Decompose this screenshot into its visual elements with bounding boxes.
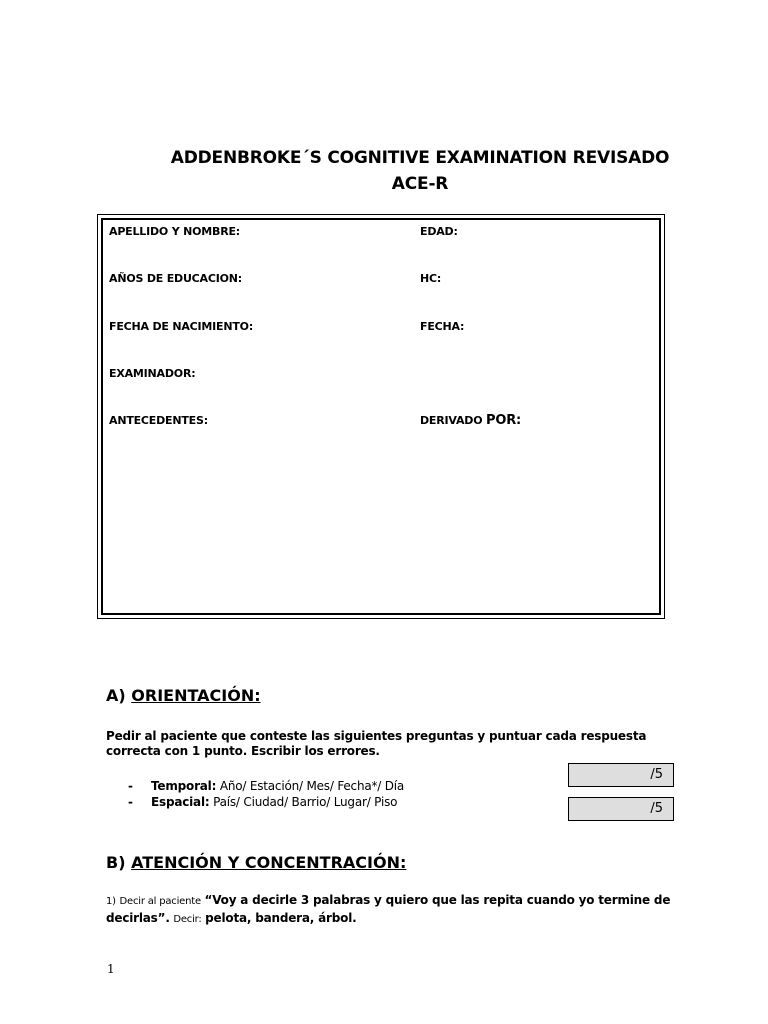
section-a-prefix: A) xyxy=(106,686,126,705)
score-box-temporal[interactable]: /5 xyxy=(568,763,674,787)
field-edad: EDAD: xyxy=(420,225,458,238)
field-apellido-nombre: APELLIDO Y NOMBRE: xyxy=(109,225,240,238)
temporal-text: Año/ Estación/ Mes/ Fecha*/ Día xyxy=(219,779,405,793)
section-b-prefix: B) xyxy=(106,853,126,872)
field-por-label: POR: xyxy=(486,413,522,428)
item1-number: 1) xyxy=(106,896,116,907)
document-subtitle: ACE-R xyxy=(391,174,449,194)
item1-intro: Decir al paciente xyxy=(119,896,201,907)
field-antecedentes: ANTECEDENTES: xyxy=(109,414,208,427)
score-box-espacial[interactable]: /5 xyxy=(568,797,674,821)
bullet-dash: - xyxy=(128,795,133,809)
item1-words: pelota, bandera, árbol. xyxy=(205,911,357,925)
section-b-heading xyxy=(106,853,406,872)
field-examinador: EXAMINADOR: xyxy=(109,367,196,380)
page-number: 1 xyxy=(107,962,115,976)
field-anos-educacion: AÑOS DE EDUCACION: xyxy=(109,272,242,285)
section-a-title: ORIENTACIÓN: xyxy=(131,686,261,705)
section-b-title: ATENCIÓN Y CONCENTRACIÓN: xyxy=(131,853,407,872)
document-title: ADDENBROKE´S COGNITIVE EXAMINATION REVISADO xyxy=(170,148,670,168)
field-derivado-por xyxy=(420,413,521,428)
orientation-item-temporal xyxy=(128,779,548,795)
field-fecha-nacimiento: FECHA DE NACIMIENTO: xyxy=(109,320,254,333)
section-a-instructions: Pedir al paciente que conteste las siguientes preguntas y puntuar cada respuesta correcta con 1 punto. Escribir los errores. xyxy=(106,729,647,758)
field-hc: HC: xyxy=(420,272,442,285)
bullet-dash: - xyxy=(128,779,133,793)
item1-quote: “Voy a decirle 3 palabras y quiero que las repita cuando yo termine de decirlas”. xyxy=(106,893,671,925)
section-a-heading xyxy=(106,686,261,705)
orientation-item-espacial xyxy=(128,795,548,811)
espacial-label: Espacial: xyxy=(151,795,210,809)
section-b-item-1 xyxy=(106,892,671,928)
field-derivado-label: DERIVADO xyxy=(420,414,483,427)
item1-decir: Decir: xyxy=(173,914,202,925)
espacial-text: País/ Ciudad/ Barrio/ Lugar/ Piso xyxy=(213,795,398,809)
field-fecha: FECHA: xyxy=(420,320,465,333)
temporal-label: Temporal: xyxy=(151,779,217,793)
